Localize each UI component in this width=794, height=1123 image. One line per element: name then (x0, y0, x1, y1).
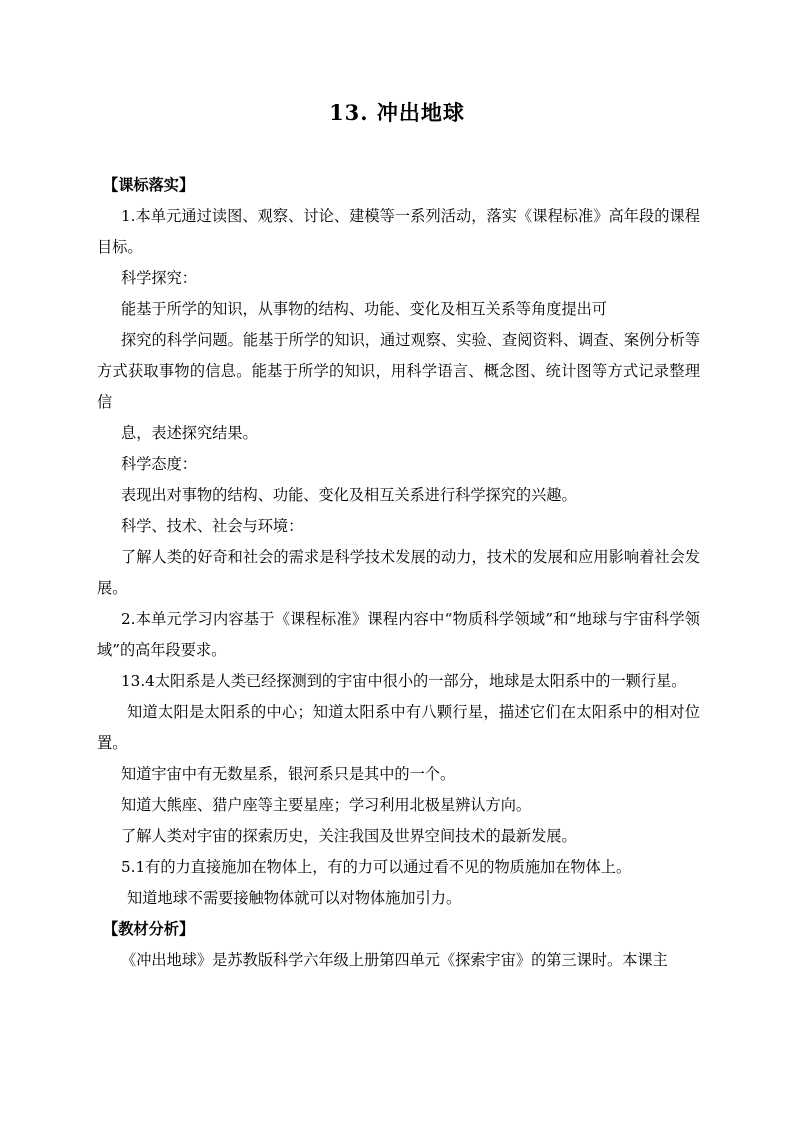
paragraph: 13.4太阳系是人类已经探测到的宇宙中很小的一部分，地球是太阳系中的一颗行星。 (121, 672, 687, 690)
paragraph: 表现出对事物的结构、功能、变化及相互关系进行科学探究的兴趣。 (121, 486, 577, 504)
paragraph: 了解人类对宇宙的探索历史，关注我国及世界空间技术的最新发展。 (121, 827, 577, 845)
paragraph: 《冲出地球》是苏教版科学六年级上册第四单元《探索宇宙》的第三课时。本课主 (121, 951, 668, 969)
paragraph: 息，表述探究结果。 (121, 424, 258, 442)
paragraph: 能基于所学的知识，从事物的结构、功能、变化及相互关系等角度提出可 (121, 300, 607, 318)
paragraph: 科学态度： (121, 455, 197, 473)
page-title: 13. 冲出地球 (329, 100, 465, 125)
paragraph: 5.1有的力直接施加在物体上，有的力可以通过看不见的物质施加在物体上。 (121, 858, 632, 876)
paragraph: 知道太阳是太阳系的中心；知道太阳系中有八颗行星，描述它们在太阳系中的相对位置。 (97, 703, 700, 752)
paragraph: 了解人类的好奇和社会的需求是科学技术发展的动力，技术的发展和应用影响着社会发展。 (97, 548, 700, 597)
paragraph: 知道地球不需要接触物体就可以对物体施加引力。 (127, 889, 462, 907)
paragraph: 2.本单元学习内容基于《课程标准》课程内容中“物质科学领域”和“地球与宇宙科学领域”的高年段要求。 (97, 610, 700, 659)
section-heading-curriculum: 【课标落实】 (103, 176, 195, 194)
document-body (97, 170, 700, 976)
section-heading-textbook-analysis: 【教材分析】 (103, 920, 195, 938)
paragraph: 1.本单元通过读图、观察、讨论、建模等一系列活动，落实《课程标准》高年段的课程目标。 (97, 207, 700, 256)
paragraph: 科学、技术、社会与环境： (121, 517, 304, 535)
paragraph: 科学探究： (121, 269, 197, 287)
paragraph: 知道大熊座、猎户座等主要星座；学习利用北极星辨认方向。 (121, 796, 532, 814)
paragraph: 探究的科学问题。能基于所学的知识，通过观察、实验、查阅资料、调查、案例分析等方式获取事物的信息。能基于所学的知识，用科学语言、概念图、统计图等方式记录整理信 (97, 331, 700, 411)
paragraph: 知道宇宙中有无数星系，银河系只是其中的一个。 (121, 765, 456, 783)
